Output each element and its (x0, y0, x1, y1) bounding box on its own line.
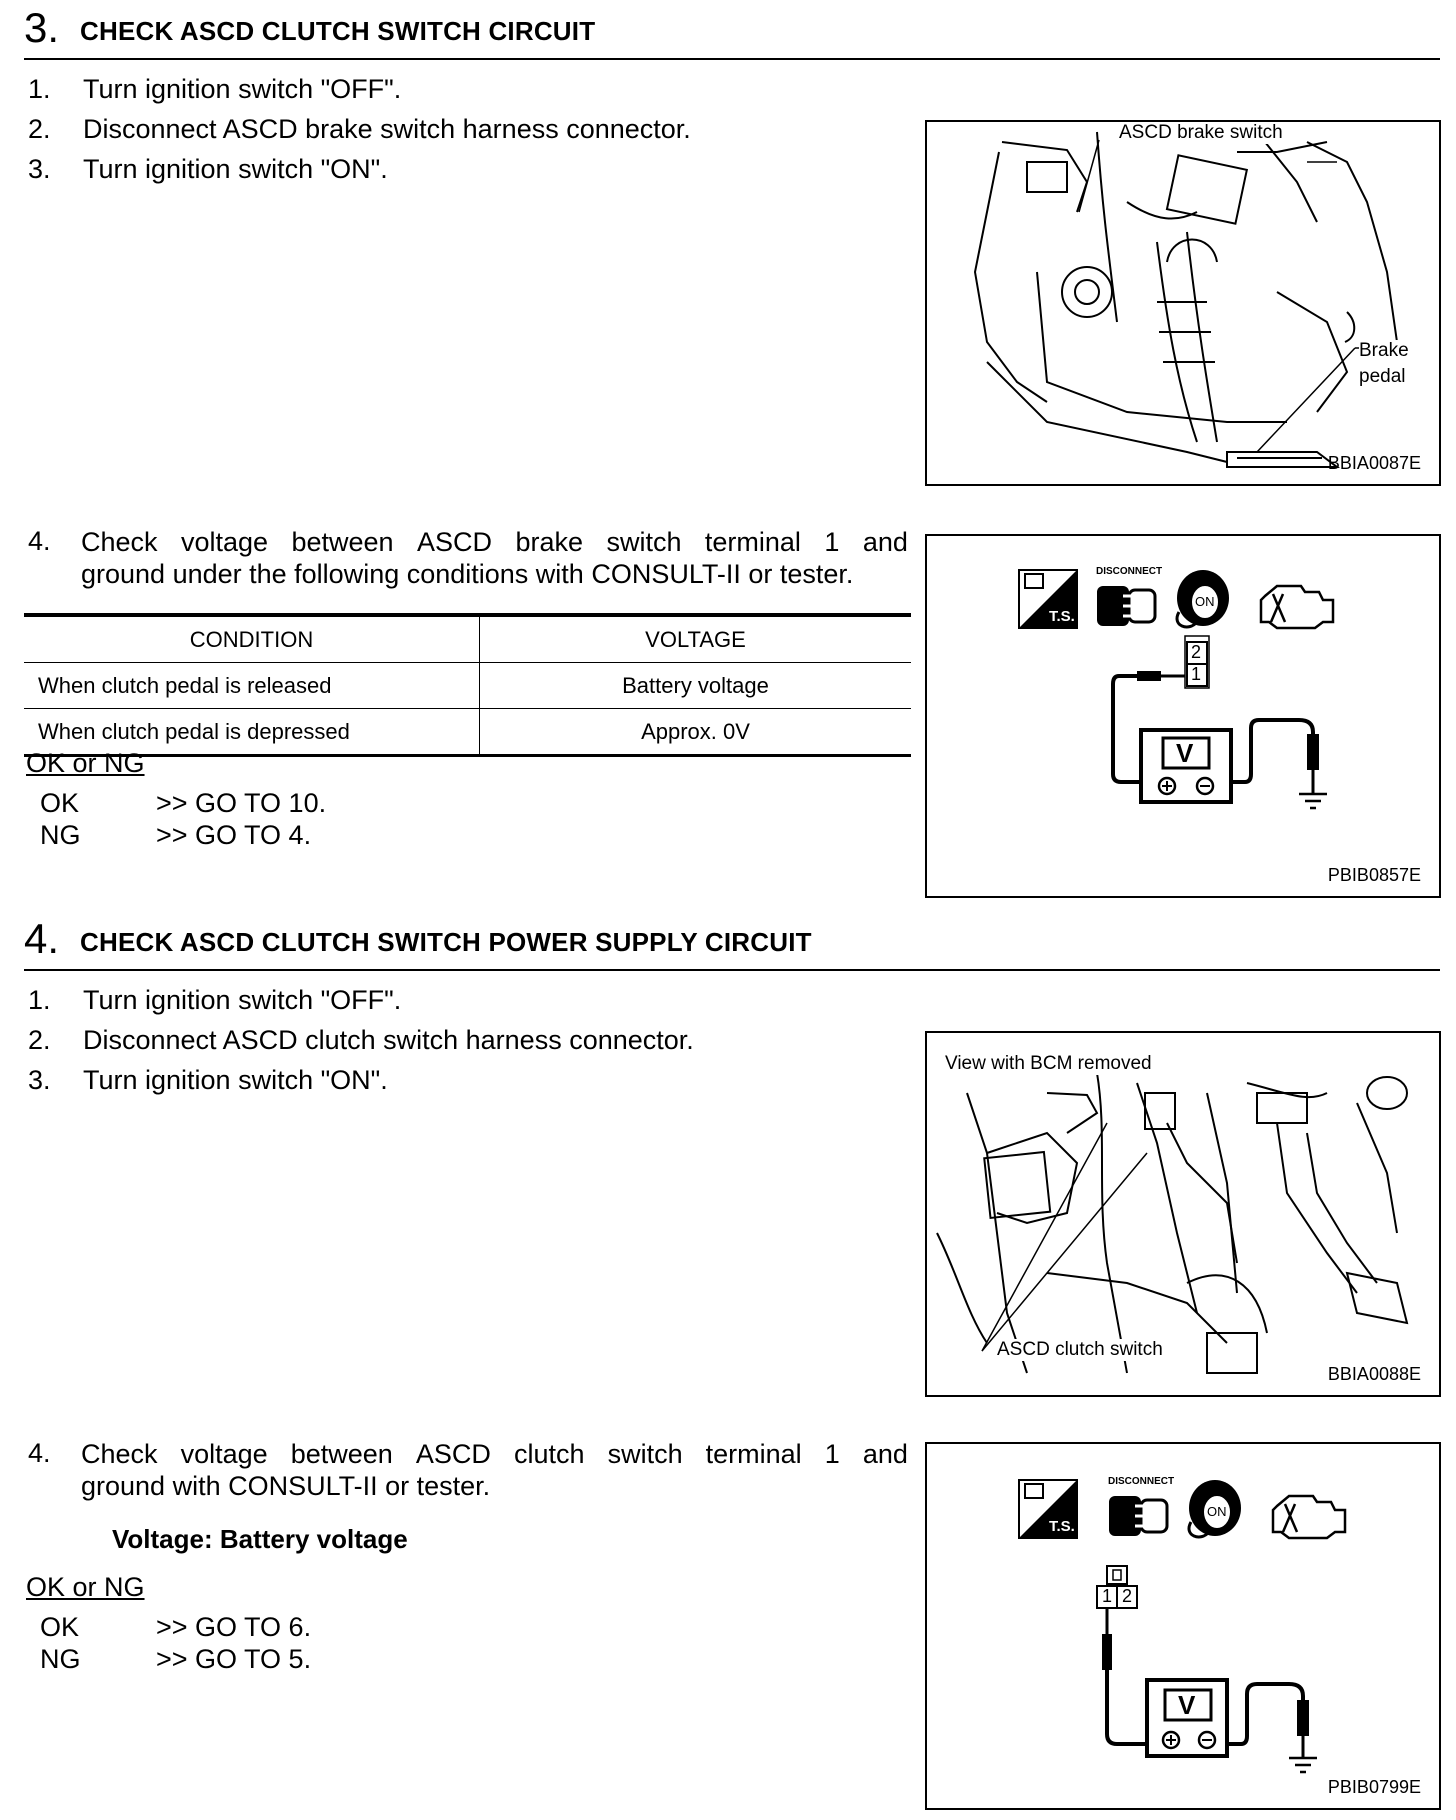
figure-brake-switch-location (925, 120, 1441, 486)
caption-bcm-removed: View with BCM removed (945, 1053, 1152, 1074)
item-number: 4. (28, 526, 51, 556)
word: between (290, 1439, 393, 1469)
result-key: NG (40, 820, 81, 850)
step-4-item-1 (28, 985, 888, 1019)
on-label: ON (1207, 1504, 1227, 1519)
result-key: NG (40, 1644, 81, 1674)
item-number: 2. (28, 1025, 51, 1055)
label-ascd-clutch-switch: ASCD clutch switch (997, 1339, 1163, 1360)
word: Check (81, 527, 158, 557)
item-number: 3. (28, 154, 51, 184)
table-row (24, 663, 911, 709)
result-ok (40, 788, 440, 820)
word: 1 (824, 527, 840, 557)
connector-pin-2: 2 (1191, 642, 1202, 662)
word: switch (606, 527, 682, 557)
voltage-check-diagram (927, 536, 1439, 896)
item-number: 3. (28, 1065, 51, 1095)
word: and (862, 1439, 908, 1469)
disconnect-icon (1109, 1496, 1167, 1536)
word: between (291, 527, 394, 557)
item-text-line2: ground under the following conditions with CONSULT-II or tester. (81, 559, 854, 589)
step-3-item-4-text (81, 526, 908, 590)
word: terminal (705, 1439, 802, 1469)
item-text-line2: ground with CONSULT-II or tester. (81, 1471, 491, 1501)
table-row (24, 709, 911, 756)
ok-or-ng-label: OK or NG (26, 1572, 145, 1602)
engine-icon (1273, 1496, 1345, 1538)
table-header-row (24, 615, 911, 663)
step-4-item-2 (28, 1025, 888, 1059)
item-text: Disconnect ASCD brake switch harness connector. (83, 114, 691, 144)
word: and (862, 527, 908, 557)
cell-condition: When clutch pedal is depressed (24, 709, 480, 756)
step-3-item-1 (28, 74, 888, 108)
connector-pin-2: 2 (1122, 1586, 1133, 1606)
ok-or-ng-label: OK or NG (26, 748, 145, 778)
figure-clutch-switch-location (925, 1031, 1441, 1397)
word: terminal (704, 527, 801, 557)
step-3-header (24, 2, 1440, 60)
ts-label: T.S. (1049, 1518, 1075, 1535)
word: voltage (180, 1439, 268, 1469)
word: voltage (180, 527, 269, 557)
label-brake-pedal-line1: Brake (1359, 340, 1409, 361)
item-text: Turn ignition switch "OFF". (83, 985, 402, 1015)
voltage-check-diagram (927, 1444, 1439, 1808)
figure-voltage-check-clutch (925, 1442, 1441, 1810)
result-value: >> GO TO 5. (156, 1644, 312, 1674)
word: clutch (513, 1439, 585, 1469)
item-number: 1. (28, 985, 51, 1015)
result-ng (40, 1644, 440, 1676)
item-text: Disconnect ASCD clutch switch harness connector. (83, 1025, 694, 1055)
voltage-spec: Voltage: Battery voltage (112, 1524, 408, 1554)
on-label: ON (1195, 594, 1215, 609)
label-brake-pedal-line2: pedal (1359, 366, 1406, 387)
figure-voltage-check-brake (925, 534, 1441, 898)
connector-pin-1: 1 (1102, 1586, 1113, 1606)
step-3-item-3 (28, 154, 888, 188)
engine-icon (1261, 586, 1333, 628)
step-4-title: CHECK ASCD CLUTCH SWITCH POWER SUPPLY CIRCUIT (80, 927, 812, 957)
result-value: >> GO TO 10. (156, 788, 327, 818)
disconnect-label: DISCONNECT (1096, 566, 1163, 577)
word: ASCD (417, 527, 493, 557)
voltmeter-label: V (1176, 738, 1194, 768)
cell-voltage: Approx. 0V (641, 718, 750, 744)
step-4-header (24, 913, 1440, 971)
label-ascd-brake-switch: ASCD brake switch (1119, 122, 1283, 143)
item-text: Turn ignition switch "ON". (83, 1065, 388, 1095)
step-4-item-4-number (28, 1438, 88, 1472)
connector-pin-1: 1 (1191, 664, 1202, 684)
figure-code: PBIB0799E (1327, 1777, 1421, 1797)
step-3-number: 3. (24, 4, 60, 51)
item-text: Turn ignition switch "ON". (83, 154, 388, 184)
step-3-item-2 (28, 114, 888, 148)
result-ok (40, 1612, 440, 1644)
brake-pedal-illustration (927, 122, 1439, 484)
item-number: 4. (28, 1438, 51, 1468)
cell-voltage: Battery voltage (622, 672, 769, 698)
item-number: 1. (28, 74, 51, 104)
step-4-item-3 (28, 1065, 888, 1099)
word: 1 (824, 1439, 840, 1469)
ts-label: T.S. (1049, 608, 1075, 625)
step-4-item-4-text (81, 1438, 908, 1502)
result-key: OK (40, 1612, 80, 1642)
result-key: OK (40, 788, 80, 818)
disconnect-icon (1097, 586, 1155, 626)
step-3-title: CHECK ASCD CLUTCH SWITCH CIRCUIT (80, 16, 596, 46)
word: switch (607, 1439, 683, 1469)
step-3-item-4-number (28, 526, 88, 560)
figure-code: BBIA0087E (1327, 453, 1421, 473)
header-voltage: VOLTAGE (645, 626, 746, 652)
result-ng (40, 820, 440, 852)
voltage-condition-table (24, 613, 911, 757)
word: brake (515, 527, 584, 557)
item-number: 2. (28, 114, 51, 144)
word: ASCD (415, 1439, 491, 1469)
step-4-number: 4. (24, 915, 60, 962)
result-value: >> GO TO 6. (156, 1612, 312, 1642)
item-text: Turn ignition switch "OFF". (83, 74, 402, 104)
voltmeter-label: V (1178, 1690, 1196, 1720)
header-condition: CONDITION (24, 615, 480, 663)
figure-code: BBIA0088E (1327, 1364, 1421, 1384)
word: Check (81, 1439, 158, 1469)
cell-condition: When clutch pedal is released (24, 663, 480, 709)
result-value: >> GO TO 4. (156, 820, 312, 850)
disconnect-label: DISCONNECT (1108, 1476, 1175, 1487)
figure-code: PBIB0857E (1327, 865, 1421, 885)
